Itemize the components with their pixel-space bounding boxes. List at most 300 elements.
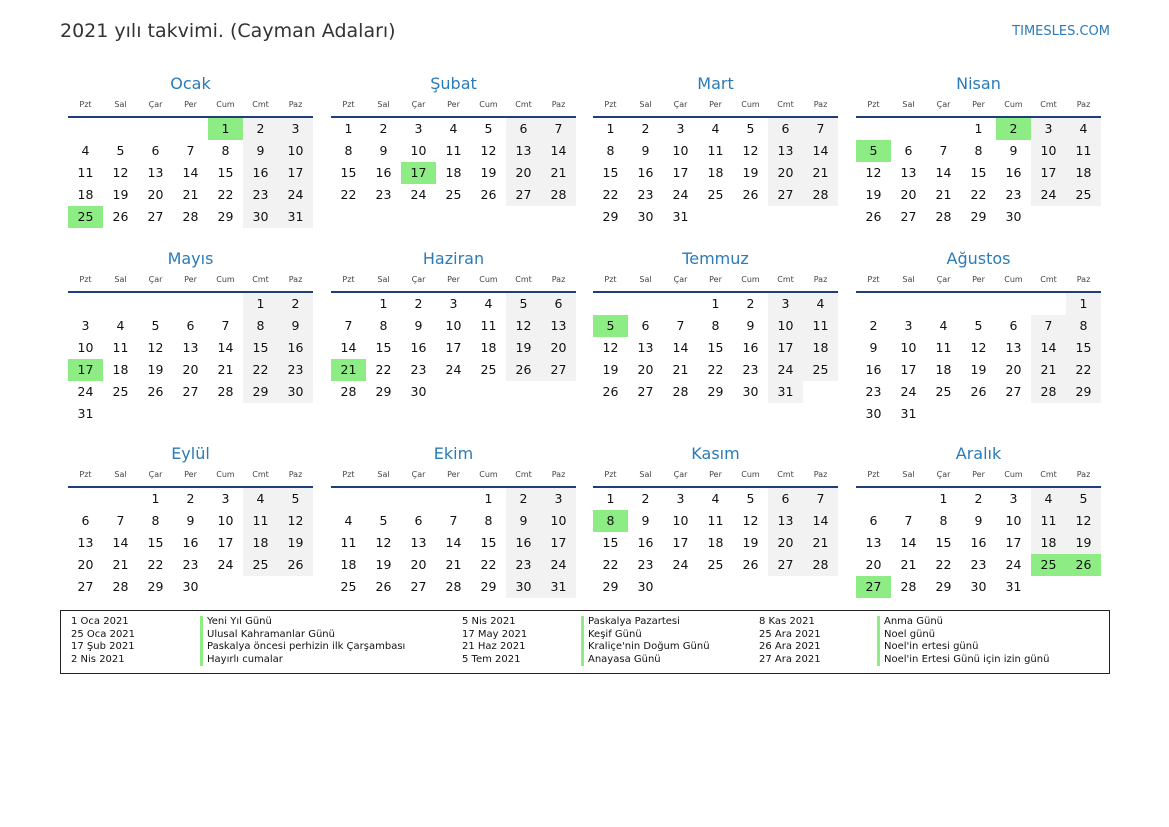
holiday-name: Noel günü [877,629,935,642]
weekday-label: Çar [936,100,951,109]
day-cell: 4 [939,318,948,333]
week-row [856,293,1101,315]
day-cell: 9 [641,143,650,158]
day-cell: 28 [182,209,199,224]
weekday-label: Sal [902,470,915,479]
day-cell: 3 [541,488,576,510]
day-cell: 11 [445,143,462,158]
day-cell: 9 [379,143,388,158]
day-cell: 26 [742,187,759,202]
week-row [593,381,838,403]
empty-cell [68,488,103,510]
day-cell: 1 [151,491,160,506]
day-cell: 6 [186,318,195,333]
day-cell: 8 [151,513,160,528]
day-cell: 17 [278,162,313,184]
day-cell: 6 [904,143,913,158]
day-cell: 13 [506,140,541,162]
day-cell: 2 [641,121,650,136]
weekday-header [68,271,313,293]
day-cell: 13 [768,140,803,162]
day-cell: 30 [506,576,541,598]
weekday-label: Pzt [342,100,355,109]
empty-cell [436,488,471,510]
day-cell: 29 [375,384,392,399]
day-cell: 8 [484,513,493,528]
weekday-label: Çar [936,275,951,284]
day-cell: 14 [672,340,689,355]
weekday-label: Pzt [867,100,880,109]
day-cell: 26 [506,359,541,381]
day-cell: 31 [1005,579,1022,594]
day-cell: 4 [449,121,458,136]
day-cell: 22 [480,557,497,572]
weekday-header [331,96,576,118]
day-cell: 19 [742,535,759,550]
site-link[interactable]: TIMESLES.COM [1012,24,1110,39]
week-row [593,162,838,184]
day-cell: 22 [217,187,234,202]
day-cell: 29 [935,579,952,594]
weekday-label: Per [447,470,460,479]
day-cell: 27 [506,184,541,206]
day-cell: 7 [803,488,838,510]
day-cell: 21 [1031,359,1066,381]
day-cell: 11 [243,510,278,532]
day-cell: 3 [676,121,685,136]
weekday-label: Pzt [867,470,880,479]
day-cell: 10 [217,513,234,528]
weekday-header [68,466,313,488]
day-cell: 7 [1031,315,1066,337]
day-cell: 29 [602,579,619,594]
weekday-label: Cum [216,275,235,284]
day-cell: 8 [974,143,983,158]
empty-cell [768,576,803,598]
empty-cell [628,293,663,315]
day-cell: 31 [541,576,576,598]
day-cell: 1 [379,296,388,311]
weekday-label: Per [709,470,722,479]
weekday-label: Paz [813,275,828,284]
weekday-label: Çar [673,100,688,109]
weekday-label: Cmt [1040,100,1057,109]
day-cell: 3 [414,121,423,136]
day-cell: 16 [637,535,654,550]
empty-cell [996,293,1031,315]
holiday-day-cell: 25 [1031,554,1066,576]
day-cell: 28 [217,384,234,399]
day-cell: 24 [672,557,689,572]
day-cell: 29 [602,209,619,224]
month-name: Ağustos [946,249,1011,268]
weekday-label: Cum [479,100,498,109]
empty-cell [103,118,138,140]
day-cell: 25 [803,359,838,381]
weekday-label: Per [709,100,722,109]
empty-cell [926,293,961,315]
weekday-label: Sal [377,100,390,109]
day-cell: 18 [480,340,497,355]
day-cell: 10 [410,143,427,158]
day-cell: 4 [803,293,838,315]
day-cell: 30 [742,384,759,399]
week-row [856,140,1101,162]
day-cell: 22 [935,557,952,572]
empty-cell [803,206,838,228]
day-cell: 23 [375,187,392,202]
day-cell: 7 [344,318,353,333]
day-cell: 28 [935,209,952,224]
day-cell: 22 [147,557,164,572]
day-cell: 23 [865,384,882,399]
day-cell: 22 [602,557,619,572]
day-cell: 13 [637,340,654,355]
empty-cell [856,488,891,510]
day-cell: 14 [803,510,838,532]
day-cell: 15 [480,535,497,550]
day-cell: 21 [217,362,234,377]
day-cell: 20 [900,187,917,202]
day-cell: 21 [541,162,576,184]
week-row [331,576,576,598]
day-cell: 18 [77,187,94,202]
day-cell: 19 [865,187,882,202]
day-cell: 24 [445,362,462,377]
weekday-label: Paz [1076,100,1091,109]
day-cell: 12 [865,165,882,180]
holiday-date: 5 Nis 2021 [462,616,516,627]
day-cell: 31 [77,406,94,421]
weekday-label: Cum [216,470,235,479]
day-cell: 4 [1066,118,1101,140]
day-cell: 23 [637,187,654,202]
month-calendar [68,442,313,598]
weekday-label: Cum [1004,275,1023,284]
weekday-label: Çar [673,470,688,479]
day-cell: 13 [147,165,164,180]
month-calendar [856,72,1101,228]
day-cell: 3 [221,491,230,506]
day-cell: 18 [803,337,838,359]
day-cell: 26 [375,579,392,594]
weekday-label: Pzt [604,100,617,109]
day-cell: 10 [1031,140,1066,162]
day-cell: 21 [900,557,917,572]
day-cell: 3 [676,491,685,506]
day-cell: 23 [1005,187,1022,202]
day-cell: 6 [81,513,90,528]
weekday-header [331,271,576,293]
day-cell: 18 [1066,162,1101,184]
weekday-label: Çar [411,470,426,479]
day-cell: 6 [151,143,160,158]
month-name: Nisan [956,74,1001,93]
day-cell: 19 [375,557,392,572]
day-cell: 6 [1009,318,1018,333]
day-cell: 16 [865,362,882,377]
day-cell: 20 [541,337,576,359]
week-row [593,532,838,554]
day-cell: 20 [147,187,164,202]
day-cell: 15 [602,165,619,180]
month-name: Kasım [691,444,740,463]
week-row [68,140,313,162]
day-cell: 22 [375,362,392,377]
week-row [331,337,576,359]
day-cell: 16 [742,340,759,355]
day-cell: 2 [186,491,195,506]
day-cell: 2 [243,118,278,140]
day-cell: 13 [768,510,803,532]
day-cell: 4 [116,318,125,333]
day-cell: 11 [112,340,129,355]
day-cell: 1 [606,121,615,136]
day-cell: 17 [1031,162,1066,184]
day-cell: 9 [641,513,650,528]
day-cell: 7 [449,513,458,528]
day-cell: 5 [151,318,160,333]
day-cell: 11 [707,513,724,528]
weekday-header [856,96,1101,118]
weekday-label: Cum [479,275,498,284]
day-cell: 23 [742,362,759,377]
day-cell: 12 [742,513,759,528]
weekday-label: Sal [639,470,652,479]
day-cell: 26 [147,384,164,399]
week-row [856,532,1101,554]
holiday-day-cell: 17 [68,359,103,381]
day-cell: 24 [672,187,689,202]
day-cell: 22 [707,362,724,377]
day-cell: 18 [112,362,129,377]
empty-cell [103,403,138,425]
empty-cell [173,118,208,140]
day-cell: 30 [410,384,427,399]
day-cell: 6 [414,513,423,528]
holiday-name: Anayasa Günü [581,654,661,667]
weekday-label: Pzt [79,275,92,284]
weekday-label: Cmt [1040,470,1057,479]
day-cell: 21 [112,557,129,572]
day-cell: 15 [340,165,357,180]
day-cell: 22 [970,187,987,202]
weekday-label: Cum [479,470,498,479]
weekday-label: Çar [148,275,163,284]
week-row [68,206,313,228]
week-row [856,554,1101,576]
weekday-label: Per [184,470,197,479]
day-cell: 21 [672,362,689,377]
day-cell: 2 [641,491,650,506]
day-cell: 13 [410,535,427,550]
holiday-date: 1 Oca 2021 [71,616,129,627]
day-cell: 28 [672,384,689,399]
holiday-day-cell: 21 [331,359,366,381]
day-cell: 22 [243,359,278,381]
day-cell: 27 [182,384,199,399]
empty-cell [891,118,926,140]
month-calendar [593,72,838,228]
holiday-name: Hayırlı cumalar [200,654,283,667]
day-cell: 29 [147,579,164,594]
day-cell: 2 [974,491,983,506]
weekday-label: Sal [114,470,127,479]
day-cell: 28 [1031,381,1066,403]
day-cell: 13 [900,165,917,180]
empty-cell [1031,403,1066,425]
day-cell: 9 [278,315,313,337]
day-cell: 8 [1066,315,1101,337]
empty-cell [541,381,576,403]
weekday-header [856,271,1101,293]
day-cell: 10 [278,140,313,162]
weekday-header [593,271,838,293]
empty-cell [803,381,838,403]
empty-cell [243,576,278,598]
empty-cell [663,576,698,598]
day-cell: 23 [970,557,987,572]
day-cell: 16 [182,535,199,550]
day-cell: 19 [742,165,759,180]
day-cell: 18 [935,362,952,377]
day-cell: 12 [506,315,541,337]
week-row [856,576,1101,598]
week-row [856,510,1101,532]
empty-cell [803,576,838,598]
day-cell: 24 [1031,184,1066,206]
day-cell: 22 [340,187,357,202]
empty-cell [891,488,926,510]
empty-cell [103,488,138,510]
day-cell: 9 [746,318,755,333]
day-cell: 1 [484,491,493,506]
weekday-label: Çar [411,100,426,109]
day-cell: 12 [742,143,759,158]
month-name: Ekim [433,444,474,463]
day-cell: 16 [506,532,541,554]
week-row [856,315,1101,337]
day-cell: 29 [243,381,278,403]
day-cell: 2 [379,121,388,136]
day-cell: 7 [803,118,838,140]
day-cell: 10 [541,510,576,532]
day-cell: 1 [344,121,353,136]
weekday-label: Per [972,470,985,479]
weekday-label: Paz [551,470,566,479]
day-cell: 14 [803,140,838,162]
weekday-label: Sal [377,470,390,479]
weekday-label: Cum [741,470,760,479]
day-cell: 16 [637,165,654,180]
week-row [331,510,576,532]
day-cell: 4 [484,296,493,311]
week-row [856,206,1101,228]
week-row [68,184,313,206]
day-cell: 6 [506,118,541,140]
day-cell: 3 [768,293,803,315]
day-cell: 29 [707,384,724,399]
day-cell: 28 [340,384,357,399]
day-cell: 28 [803,554,838,576]
weekday-label: Paz [551,100,566,109]
holiday-name: Anma Günü [877,616,943,629]
day-cell: 11 [1066,140,1101,162]
week-row [593,554,838,576]
day-cell: 16 [970,535,987,550]
week-row [68,337,313,359]
day-cell: 4 [711,121,720,136]
day-cell: 24 [1005,557,1022,572]
week-row [331,554,576,576]
day-cell: 14 [541,140,576,162]
day-cell: 17 [217,535,234,550]
week-row [68,403,313,425]
weekday-header [331,466,576,488]
week-row [68,381,313,403]
day-cell: 21 [935,187,952,202]
day-cell: 7 [939,143,948,158]
day-cell: 24 [768,359,803,381]
holiday-date: 17 Şub 2021 [71,641,135,653]
day-cell: 14 [217,340,234,355]
empty-cell [68,118,103,140]
day-cell: 9 [414,318,423,333]
day-cell: 5 [746,121,755,136]
week-row [856,488,1101,510]
day-cell: 2 [278,293,313,315]
weekday-label: Paz [551,275,566,284]
day-cell: 23 [278,359,313,381]
empty-cell [1031,293,1066,315]
day-cell: 20 [768,532,803,554]
week-row [593,359,838,381]
weekday-label: Pzt [342,470,355,479]
day-cell: 7 [676,318,685,333]
day-cell: 9 [974,513,983,528]
day-cell: 14 [1031,337,1066,359]
empty-cell [1066,576,1101,598]
weekday-header [593,96,838,118]
weekday-label: Per [447,275,460,284]
day-cell: 12 [1066,510,1101,532]
day-cell: 30 [278,381,313,403]
day-cell: 12 [147,340,164,355]
day-cell: 19 [1066,532,1101,554]
month-calendar [68,247,313,425]
holiday-day-cell: 5 [593,315,628,337]
day-cell: 7 [186,143,195,158]
day-cell: 20 [182,362,199,377]
day-cell: 28 [803,184,838,206]
weekday-label: Cum [1004,470,1023,479]
day-cell: 8 [606,143,615,158]
week-row [331,118,576,140]
empty-cell [733,206,768,228]
holiday-day-cell: 25 [68,206,103,228]
day-cell: 26 [602,384,619,399]
empty-cell [138,293,173,315]
day-cell: 27 [410,579,427,594]
day-cell: 11 [1031,510,1066,532]
day-cell: 16 [243,162,278,184]
empty-cell [401,488,436,510]
day-cell: 27 [900,209,917,224]
day-cell: 1 [1066,293,1101,315]
day-cell: 4 [81,143,90,158]
month-name: Aralık [955,444,1002,463]
day-cell: 25 [1066,184,1101,206]
